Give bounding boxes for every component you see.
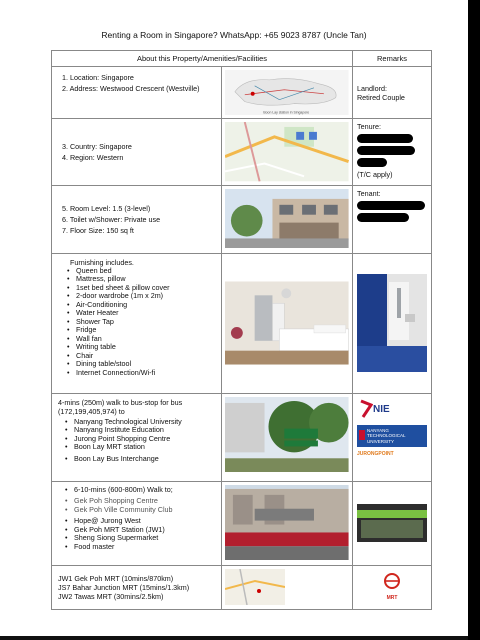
table-row	[52, 253, 432, 393]
list-item: • Gek Poh Ville Community Club	[65, 506, 215, 514]
bus-destination-list	[58, 418, 215, 463]
bus-stop-photo	[225, 397, 349, 472]
redacted-block	[357, 213, 409, 222]
table-row	[52, 119, 432, 185]
list-item: • Shower Tap	[67, 318, 215, 326]
list-item: • Food master	[65, 543, 215, 551]
furnishing-heading: Furnishing includes.	[70, 257, 134, 267]
floor-size-item: 7. Floor Size: 150 sq ft	[62, 225, 134, 235]
toilet-item: 6. Toilet w/Shower: Private use	[62, 214, 161, 224]
house-exterior-photo	[225, 189, 349, 248]
room-level-item: 5. Room Level: 1.5 (3-level)	[62, 203, 151, 213]
list-item: • Water Heater	[67, 309, 215, 317]
country-item: 3. Country: Singapore	[62, 142, 132, 152]
list-item: • Nanyang Institute Education	[65, 426, 215, 434]
landlord-label: Landlord:	[356, 83, 387, 93]
map-caption: Boon Lay station in Singapore	[263, 110, 310, 115]
header-remarks: Remarks	[352, 51, 431, 67]
list-item: • Air-Conditioning	[67, 301, 215, 309]
table-row	[52, 565, 432, 609]
mrt-item: JW1 Gek Poh MRT (10mins/870km)	[58, 573, 174, 583]
list-item: • Jurong Point Shopping Centre	[65, 435, 215, 443]
landlord-value: Retired Couple	[356, 92, 405, 102]
supermarket-photo	[357, 504, 427, 542]
redacted-block	[357, 201, 425, 210]
list-item: • Gek Poh Shopping Centre	[65, 497, 215, 505]
mrt-map-image	[225, 569, 285, 605]
table-header-row	[52, 51, 432, 67]
list-item: • Fridge	[67, 326, 215, 334]
list-item: • Boon Lay MRT station	[65, 443, 215, 451]
list-item: • Internet Connection/Wi-fi	[67, 369, 215, 377]
nie-logo: NIE	[357, 397, 427, 421]
header-about: About this Property/Amenities/Facilities	[52, 51, 353, 67]
list-item: • Gek Poh MRT Station (JW1)	[65, 526, 215, 534]
table-row	[52, 185, 432, 253]
property-table	[51, 50, 432, 610]
list-item: • Wall fan	[67, 335, 215, 343]
table-row	[52, 67, 432, 119]
page-title: Renting a Room in Singapore? WhatsApp: +65 9023 8787 (Uncle Tan)	[101, 30, 367, 40]
mrt-item: JW2 Tawas MRT (30mins/2.5km)	[58, 591, 164, 601]
list-item: • Dining table/stool	[67, 360, 215, 368]
list-item: • Mattress, pillow	[67, 275, 215, 283]
ntu-logo: NANYANG TECHNOLOGICAL UNIVERSITY	[357, 425, 427, 447]
mrt-item: JS7 Bahar Junction MRT (15mins/1.3km)	[58, 582, 190, 592]
list-item: • Nanyang Technological University	[65, 418, 215, 426]
shopping-centre-photo	[225, 485, 349, 560]
singapore-map-image	[225, 70, 349, 115]
list-item: • Hope@ Jurong West	[65, 517, 215, 525]
list-item: • Queen bed	[67, 267, 215, 275]
redacted-block	[357, 146, 415, 155]
street-map-image	[225, 122, 349, 181]
table-row	[52, 393, 432, 481]
jurong-point-logo: JURONGPOINT	[356, 450, 394, 457]
list-item: • Chair	[67, 352, 215, 360]
list-item: • Boon Lay Bus Interchange	[65, 455, 215, 463]
walk-destination-list	[58, 497, 215, 551]
redacted-block	[357, 134, 413, 143]
bus-heading: 4-mins (250m) walk to bus-stop for bus (172,199,405,974) to	[58, 397, 183, 416]
bathroom-photo	[357, 274, 427, 372]
tenant-label: Tenant:	[356, 188, 381, 198]
redacted-block	[357, 158, 387, 167]
table-row	[52, 481, 432, 565]
address-item: 2. Address: Westwood Crescent (Westville)	[62, 84, 200, 93]
walk-list	[58, 486, 215, 494]
walk-heading: • 6-10-mins (600-800m) Walk to;	[65, 486, 215, 494]
region-item: 4. Region: Western	[62, 153, 124, 163]
screen-edge	[468, 0, 480, 640]
bedroom-photo	[225, 281, 349, 365]
tc-note: (T/C apply)	[356, 170, 393, 180]
list-item: • 1set bed sheet & pillow cover	[67, 284, 215, 292]
location-item: 1. Location: Singapore	[62, 73, 134, 82]
list-item: • 2-door wardrobe (1m x 2m)	[67, 292, 215, 300]
mrt-logo	[382, 573, 402, 595]
mrt-logo-text: MRT	[386, 594, 398, 601]
tenure-label: Tenure:	[356, 122, 381, 132]
furnishing-list	[60, 267, 215, 377]
list-item: • Writing table	[67, 343, 215, 351]
list-item: • Sheng Siong Supermarket	[65, 534, 215, 542]
